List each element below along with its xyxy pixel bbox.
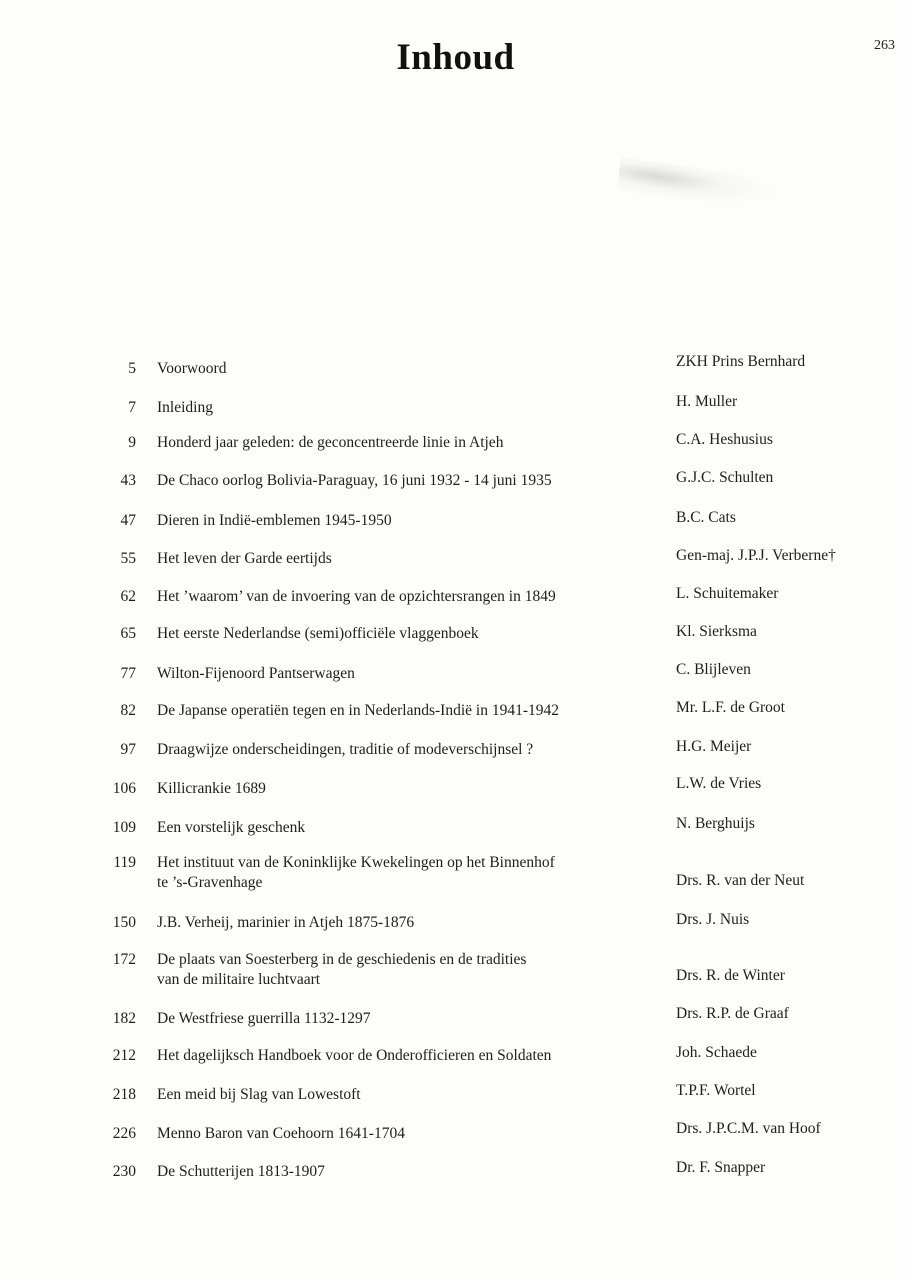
toc-page-number: 212 <box>112 1047 136 1064</box>
toc-author: B.C. Cats <box>676 509 736 526</box>
toc-author: Joh. Schaede <box>676 1044 757 1061</box>
toc-author: H. Muller <box>676 393 738 410</box>
toc-title: Inleiding <box>157 399 213 416</box>
toc-page-number: 218 <box>112 1086 136 1103</box>
toc-page-number: 47 <box>120 512 136 529</box>
toc-title: Honderd jaar geleden: de geconcentreerde linie in Atjeh <box>157 434 504 451</box>
toc-page-number: 82 <box>120 702 136 719</box>
toc-author: G.J.C. Schulten <box>676 469 774 486</box>
toc-author: C.A. Heshusius <box>676 431 773 448</box>
toc-title-line: Het instituut van de Koninklijke Kwekelingen op het Binnenhof <box>157 854 555 871</box>
toc-title-line: van de militaire luchtvaart <box>157 971 321 988</box>
toc-author: H.G. Meijer <box>676 738 752 755</box>
toc-author: Kl. Sierksma <box>676 623 757 640</box>
toc-title: Het ’waarom’ van de invoering van de opzichtersrangen in 1849 <box>157 588 556 605</box>
toc-title: De Schutterijen 1813-1907 <box>157 1163 325 1180</box>
toc-author: L.W. de Vries <box>676 775 762 792</box>
toc-page-number: 226 <box>112 1125 136 1142</box>
toc-title: J.B. Verheij, marinier in Atjeh 1875-1876 <box>157 914 415 931</box>
toc-title-line: te ’s-Gravenhage <box>157 874 263 891</box>
toc-author: Drs. R. van der Neut <box>676 872 805 889</box>
toc-page-number: 9 <box>128 434 136 451</box>
toc-page-number: 150 <box>112 914 136 931</box>
toc-page-number: 109 <box>112 819 136 836</box>
toc-page-number: 230 <box>112 1163 136 1180</box>
toc-author: N. Berghuijs <box>676 815 755 832</box>
toc-title-line: De plaats van Soesterberg in de geschiedenis en de tradities <box>157 951 527 968</box>
toc-title <box>157 950 627 990</box>
toc-author: L. Schuitemaker <box>676 585 779 602</box>
toc-title: Het dagelijksch Handboek voor de Onderofficieren en Soldaten <box>157 1047 552 1064</box>
toc-title: Killicrankie 1689 <box>157 780 266 797</box>
toc-author: Drs. R. de Winter <box>676 967 785 984</box>
toc-title: De Japanse operatiën tegen en in Nederlands-Indië in 1941-1942 <box>157 702 560 719</box>
toc-author: C. Blijleven <box>676 661 751 678</box>
toc-title: De Chaco oorlog Bolivia-Paraguay, 16 juni 1932 - 14 juni 1935 <box>157 472 552 489</box>
toc-page-number: 119 <box>113 854 136 871</box>
paper-smudge <box>616 157 779 215</box>
page-title: Inhoud <box>396 37 515 78</box>
toc-title <box>157 853 627 893</box>
toc-author: ZKH Prins Bernhard <box>676 353 806 370</box>
toc-page-number: 97 <box>120 741 136 758</box>
toc-page-number: 172 <box>112 951 136 968</box>
toc-author: Drs. R.P. de Graaf <box>676 1005 789 1022</box>
toc-title: Een vorstelijk geschenk <box>157 819 306 836</box>
toc-author: Mr. L.F. de Groot <box>676 699 785 716</box>
toc-page-number: 55 <box>120 550 136 567</box>
toc-title: Het eerste Nederlandse (semi)officiële vlaggenboek <box>157 625 479 642</box>
toc-title: De Westfriese guerrilla 1132-1297 <box>157 1010 371 1027</box>
toc-title: Menno Baron van Coehoorn 1641-1704 <box>157 1125 405 1142</box>
toc-page-number: 106 <box>112 780 136 797</box>
toc-title: Een meid bij Slag van Lowestoft <box>157 1086 361 1103</box>
toc-page-number: 77 <box>120 665 136 682</box>
toc-page-number: 65 <box>120 625 136 642</box>
toc-author: Gen-maj. J.P.J. Verberne† <box>676 547 836 564</box>
toc-author: T.P.F. Wortel <box>676 1082 756 1099</box>
toc-page-number: 62 <box>120 588 136 605</box>
toc-page-number: 7 <box>128 399 136 416</box>
toc-page-number: 182 <box>112 1010 136 1027</box>
toc-title: Het leven der Garde eertijds <box>157 550 332 567</box>
toc-title: Voorwoord <box>157 360 227 377</box>
toc-title: Dieren in Indië-emblemen 1945-1950 <box>157 512 392 529</box>
toc-title: Wilton-Fijenoord Pantserwagen <box>157 665 355 682</box>
toc-author: Drs. J.P.C.M. van Hoof <box>676 1120 821 1137</box>
toc-author: Drs. J. Nuis <box>676 911 750 928</box>
toc-page-number: 43 <box>120 472 136 489</box>
toc-page-number: 5 <box>128 360 136 377</box>
toc-author: Dr. F. Snapper <box>676 1159 766 1176</box>
page-number: 263 <box>874 38 895 53</box>
toc-title: Draagwijze onderscheidingen, traditie of modeverschijnsel ? <box>157 741 534 758</box>
